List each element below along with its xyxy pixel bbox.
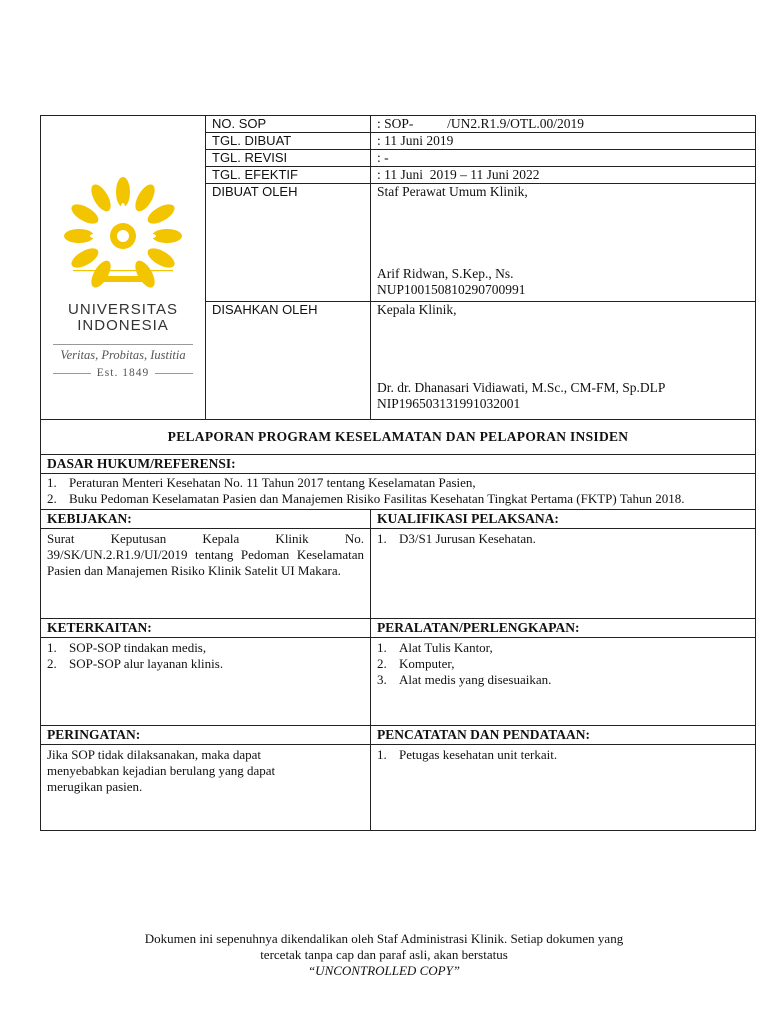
kualifikasi-body xyxy=(371,529,756,619)
tgl-revisi-value: : - xyxy=(371,150,756,167)
logo-est: Est. 1849 xyxy=(96,367,150,379)
list-item: 1. Petugas kesehatan unit terkait. xyxy=(377,747,558,762)
list-item: 2. SOP-SOP alur layanan klinis. xyxy=(47,656,224,671)
list-item: 1. Peraturan Menteri Kesehatan No. 11 Tahun 2017 tentang Keselamatan Pasien, xyxy=(47,475,476,490)
dasar-hukum-heading: DASAR HUKUM/REFERENSI: xyxy=(41,455,756,474)
peringatan-text: Jika SOP tidak dilaksanakan, maka dapat menyebabkan kejadian berulang yang dapat merugikan pasien. xyxy=(41,745,371,831)
keterkaitan-body xyxy=(41,638,371,726)
sop-document xyxy=(40,115,755,831)
keterkaitan-list xyxy=(47,640,364,672)
logo-motto: Veritas, Probitas, Iustitia xyxy=(60,348,186,362)
dasar-hukum-list xyxy=(47,475,749,507)
dibuat-oleh-cell xyxy=(371,184,756,302)
footer-line2: tercetak tanpa cap dan paraf asli, akan berstatus xyxy=(260,947,508,962)
kebijakan-heading: KEBIJAKAN: xyxy=(41,510,371,529)
list-item: 3. Alat medis yang disesuaikan. xyxy=(377,672,552,687)
list-item: 1. SOP-SOP tindakan medis, xyxy=(47,640,207,655)
peralatan-list xyxy=(377,640,749,688)
tgl-dibuat-value: : 11 Juni 2019 xyxy=(371,133,756,150)
tgl-dibuat-label: TGL. DIBUAT xyxy=(206,133,371,150)
kebijakan-text: Surat Keputusan Kepala Klinik No. 39/SK/UN.2.R1.9/UI/2019 tentang Pedoman Keselamatan Pasien dan Manajemen Risiko Klinik Satelit UI Makara. xyxy=(41,529,371,619)
peralatan-body xyxy=(371,638,756,726)
peringatan-heading: PERINGATAN: xyxy=(41,726,371,745)
dibuat-oleh-name: Arif Ridwan, S.Kep., Ns. xyxy=(377,266,514,281)
logo-name-line1: UNIVERSITAS xyxy=(68,301,178,318)
pencatatan-list xyxy=(377,747,749,763)
no-sop-label: NO. SOP xyxy=(206,116,371,133)
logo-cell xyxy=(41,116,206,420)
sop-table xyxy=(40,115,756,831)
disahkan-oleh-nip: NIP196503131991032001 xyxy=(377,396,521,411)
logo-name-line2: INDONESIA xyxy=(77,317,169,334)
list-item: 2. Komputer, xyxy=(377,656,455,671)
disahkan-oleh-name: Dr. dr. Dhanasari Vidiawati, M.Sc., CM-FM, Sp.DLP xyxy=(377,380,666,395)
tgl-revisi-label: TGL. REVISI xyxy=(206,150,371,167)
dasar-hukum-body xyxy=(41,474,756,510)
disahkan-oleh-role: Kepala Klinik, xyxy=(377,302,457,317)
keterkaitan-heading: KETERKAITAN: xyxy=(41,619,371,638)
footer-line1: Dokumen ini sepenuhnya dikendalikan oleh Staf Administrasi Klinik. Setiap dokumen yang xyxy=(144,931,624,946)
list-item: 2. Buku Pedoman Keselamatan Pasien dan Manajemen Risiko Fasilitas Kesehatan Tingkat Pertama (FKTP) Tahun 2018. xyxy=(47,491,685,506)
kualifikasi-heading: KUALIFIKASI PELAKSANA: xyxy=(371,510,756,529)
tgl-efektif-label: TGL. EFEKTIF xyxy=(206,167,371,184)
university-logo-icon xyxy=(48,164,198,314)
list-item: 1. D3/S1 Jurusan Kesehatan. xyxy=(377,531,536,546)
disahkan-oleh-cell xyxy=(371,302,756,420)
tgl-efektif-value: : 11 Juni 2019 – 11 Juni 2022 xyxy=(371,167,756,184)
no-sop-value: : SOP- /UN2.R1.9/OTL.00/2019 xyxy=(371,116,756,133)
dibuat-oleh-label: DIBUAT OLEH xyxy=(206,184,371,302)
document-title: PELAPORAN PROGRAM KESELAMATAN DAN PELAPORAN INSIDEN xyxy=(41,420,756,455)
document-footer xyxy=(0,931,768,979)
pencatatan-heading: PENCATATAN DAN PENDATAAN: xyxy=(371,726,756,745)
kualifikasi-list xyxy=(377,531,749,547)
footer-uncontrolled-copy: “UNCONTROLLED COPY” xyxy=(307,963,461,978)
dibuat-oleh-nup: NUP100150810290700991 xyxy=(377,282,526,297)
peralatan-heading: PERALATAN/PERLENGKAPAN: xyxy=(371,619,756,638)
disahkan-oleh-label: DISAHKAN OLEH xyxy=(206,302,371,420)
dibuat-oleh-role: Staf Perawat Umum Klinik, xyxy=(377,184,528,199)
pencatatan-body xyxy=(371,745,756,831)
list-item: 1. Alat Tulis Kantor, xyxy=(377,640,493,655)
